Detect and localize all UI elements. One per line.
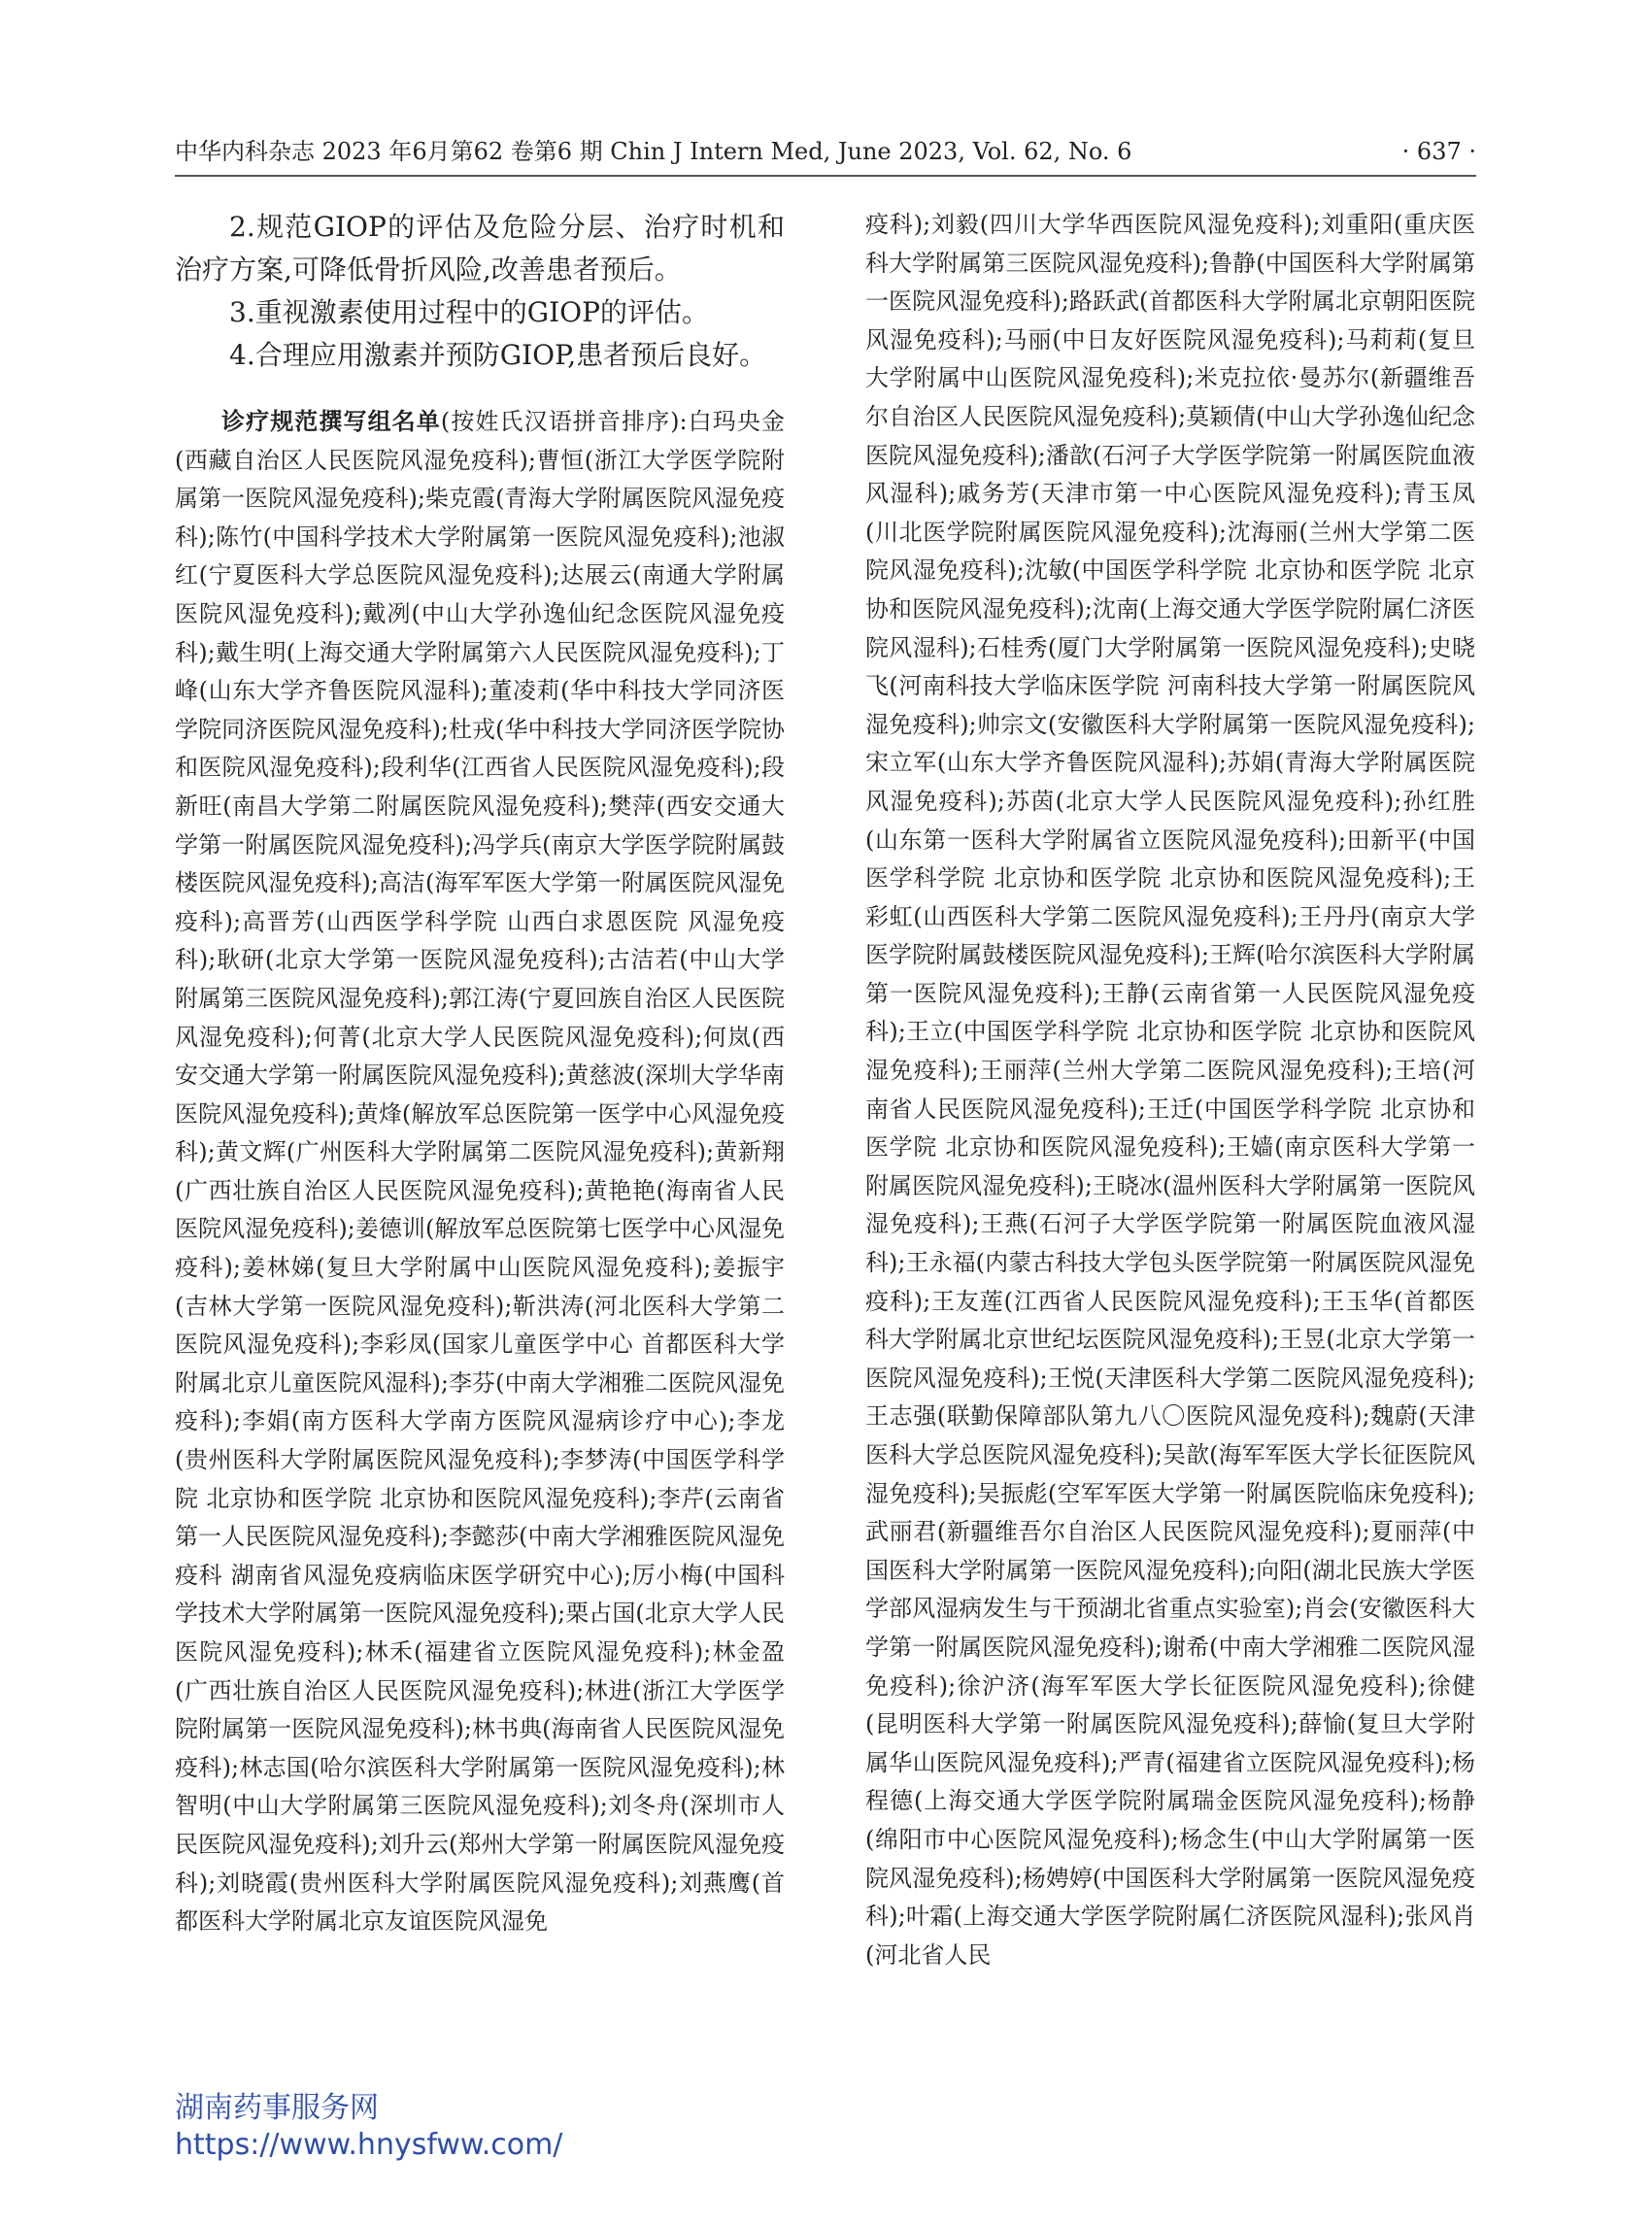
- section-gap: [175, 377, 785, 402]
- members-list-left: (按姓氏汉语拼音排序):白玛央金(西藏自治区人民医院风湿免疫科);曹恒(浙江大学医学院附属第一医院风湿免疫科);柴克霞(青海大学附属医院风湿免疫科);陈竹(中国科学技术大学附属第一医院风湿免疫科);池淑红(宁夏医科大学总医院风湿免疫科);达展云(南通大学附属医院风湿免疫科);戴冽(中山大学孙逸仙纪念医院风湿免疫科);戴生明(上海交通大学附属第六人民医院风湿免疫科);丁峰(山东大学齐鲁医院风湿科);董凌莉(华中科技大学同济医学院同济医院风湿免疫科);杜戎(华中科技大学同济医学院协和医院风湿免疫科);段利华(江西省人民医院风湿免疫科);段新旺(南昌大学第二附属医院风湿免疫科);樊萍(西安交通大学第一附属医院风湿免疫科);冯学兵(南京大学医学院附属鼓楼医院风湿免疫科);高洁(海军军医大学第一附属医院风湿免疫科);高晋芳(山西医学科学院 山西白求恩医院 风湿免疫科);耿研(北京大学第一医院风湿免疫科);古洁若(中山大学附属第三医院风湿免疫科);郭江涛(宁夏回族自治区人民医院风湿免疫科);何菁(北京大学人民医院风湿免疫科);何岚(西安交通大学第一附属医院风湿免疫科);黄慈波(深圳大学华南医院风湿免疫科);黄烽(解放军总医院第一医学中心风湿免疫科);黄文辉(广州医科大学附属第二医院风湿免疫科);黄新翔(广西壮族自治区人民医院风湿免疫科);黄艳艳(海南省人民医院风湿免疫科);姜德训(解放军总医院第七医学中心风湿免疫科);姜林娣(复旦大学附属中山医院风湿免疫科);姜振宇(吉林大学第一医院风湿免疫科);靳洪涛(河北医科大学第二医院风湿免疫科);李彩凤(国家儿童医学中心 首都医科大学附属北京儿童医院风湿科);李芬(中南大学湘雅二医院风湿免疫科);李娟(南方医科大学南方医院风湿病诊疗中心);李龙(贵州医科大学附属医院风湿免疫科);李梦涛(中国医学科学院 北京协和医学院 北京协和医院风湿免疫科);李芹(云南省第一人民医院风湿免疫科);李懿莎(中南大学湘雅医院风湿免疫科 湖南省风湿免疫病临床医学研究中心);厉小梅(中国科学技术大学附属第一医院风湿免疫科);栗占国(北京大学人民医院风湿免疫科);林禾(福建省立医院风湿免疫科);林金盈(广西壮族自治区人民医院风湿免疫科);林进(浙江大学医学院附属第一医院风湿免疫科);林书典(海南省人民医院风湿免疫科);林志国(哈尔滨医科大学附属第一医院风湿免疫科);林智明(中山大学附属第三医院风湿免疫科);刘冬舟(深圳市人民医院风湿免疫科);刘升云(郑州大学第一附属医院风湿免疫科);刘晓霞(贵州医科大学附属医院风湿免疫科);刘燕鹰(首都医科大学附属北京友谊医院风湿免: [175, 408, 786, 1936]
- members-title: 诊疗规范撰写组名单: [221, 407, 441, 435]
- key-point-4: 4.合理应用激素并预防GIOP,患者预后良好。: [229, 339, 767, 371]
- key-point-3: 3.重视激素使用过程中的GIOP的评估。: [229, 296, 709, 328]
- key-point-2: 2.规范GIOP的评估及危险分层、治疗时机和治疗方案,可降低骨折风险,改善患者预后。: [175, 211, 785, 286]
- journal-citation: 中华内科杂志 2023 年6月第62 卷第6 期 Chin J Intern Med, June 2023, Vol. 62, No. 6: [175, 138, 1132, 165]
- watermark-site-name: 湖南药事服务网: [175, 2091, 379, 2125]
- left-column: [175, 206, 785, 2071]
- header-rule: [175, 175, 1476, 177]
- page-number: · 637 ·: [1401, 138, 1476, 165]
- members-paragraph: [175, 402, 785, 1941]
- running-header: [175, 132, 1476, 171]
- members-list-right: 疫科);刘毅(四川大学华西医院风湿免疫科);刘重阳(重庆医科大学附属第三医院风湿免疫科);鲁静(中国医科大学附属第一医院风湿免疫科);路跃武(首都医科大学附属北京朝阳医院风湿免疫科);马丽(中日友好医院风湿免疫科);马莉莉(复旦大学附属中山医院风湿免疫科);米克拉依·曼苏尔(新疆维吾尔自治区人民医院风湿免疫科);莫颖倩(中山大学孙逸仙纪念医院风湿免疫科);潘歆(石河子大学医学院第一附属医院血液风湿科);戚务芳(天津市第一中心医院风湿免疫科);青玉凤(川北医学院附属医院风湿免疫科);沈海丽(兰州大学第二医院风湿免疫科);沈敏(中国医学科学院 北京协和医学院 北京协和医院风湿免疫科);沈南(上海交通大学医学院附属仁济医院风湿科);石桂秀(厦门大学附属第一医院风湿免疫科);史晓飞(河南科技大学临床医学院 河南科技大学第一附属医院风湿免疫科);帅宗文(安徽医科大学附属第一医院风湿免疫科);宋立军(山东大学齐鲁医院风湿科);苏娟(青海大学附属医院风湿免疫科);苏茵(北京大学人民医院风湿免疫科);孙红胜(山东第一医科大学附属省立医院风湿免疫科);田新平(中国医学科学院 北京协和医学院 北京协和医院风湿免疫科);王彩虹(山西医科大学第二医院风湿免疫科);王丹丹(南京大学医学院附属鼓楼医院风湿免疫科);王辉(哈尔滨医科大学附属第一医院风湿免疫科);王静(云南省第一人民医院风湿免疫科);王立(中国医学科学院 北京协和医学院 北京协和医院风湿免疫科);王丽萍(兰州大学第二医院风湿免疫科);王培(河南省人民医院风湿免疫科);王迁(中国医学科学院 北京协和医学院 北京协和医院风湿免疫科);王嫱(南京医科大学第一附属医院风湿免疫科);王晓冰(温州医科大学附属第一医院风湿免疫科);王燕(石河子大学医学院第一附属医院血液风湿科);王永福(内蒙古科技大学包头医学院第一附属医院风湿免疫科);王友莲(江西省人民医院风湿免疫科);王玉华(首都医科大学附属北京世纪坛医院风湿免疫科);王昱(北京大学第一医院风湿免疫科);王悦(天津医科大学第二医院风湿免疫科);王志强(联勤保障部队第九八〇医院风湿免疫科);魏蔚(天津医科大学总医院风湿免疫科);吴歆(海军军医大学长征医院风湿免疫科);吴振彪(空军军医大学第一附属医院临床免疫科);武丽君(新疆维吾尔自治区人民医院风湿免疫科);夏丽萍(中国医科大学附属第一医院风湿免疫科);向阳(湖北民族大学医学部风湿病发生与干预湖北省重点实验室);肖会(安徽医科大学第一附属医院风湿免疫科);谢希(中南大学湘雅二医院风湿免疫科);徐沪济(海军军医大学长征医院风湿免疫科);徐健(昆明医科大学第一附属医院风湿免疫科);薛愉(复旦大学附属华山医院风湿免疫科);严青(福建省立医院风湿免疫科);杨程德(上海交通大学医学院附属瑞金医院风湿免疫科);杨静(绵阳市中心医院风湿免疫科);杨念生(中山大学附属第一医院风湿免疫科);杨娉婷(中国医科大学附属第一医院风湿免疫科);叶霜(上海交通大学医学院附属仁济医院风湿科);张风肖(河北省人民: [865, 211, 1475, 1969]
- right-column: [865, 206, 1475, 2071]
- watermark: [175, 2090, 562, 2164]
- watermark-url[interactable]: https://www.hnysfww.com/: [175, 2128, 563, 2162]
